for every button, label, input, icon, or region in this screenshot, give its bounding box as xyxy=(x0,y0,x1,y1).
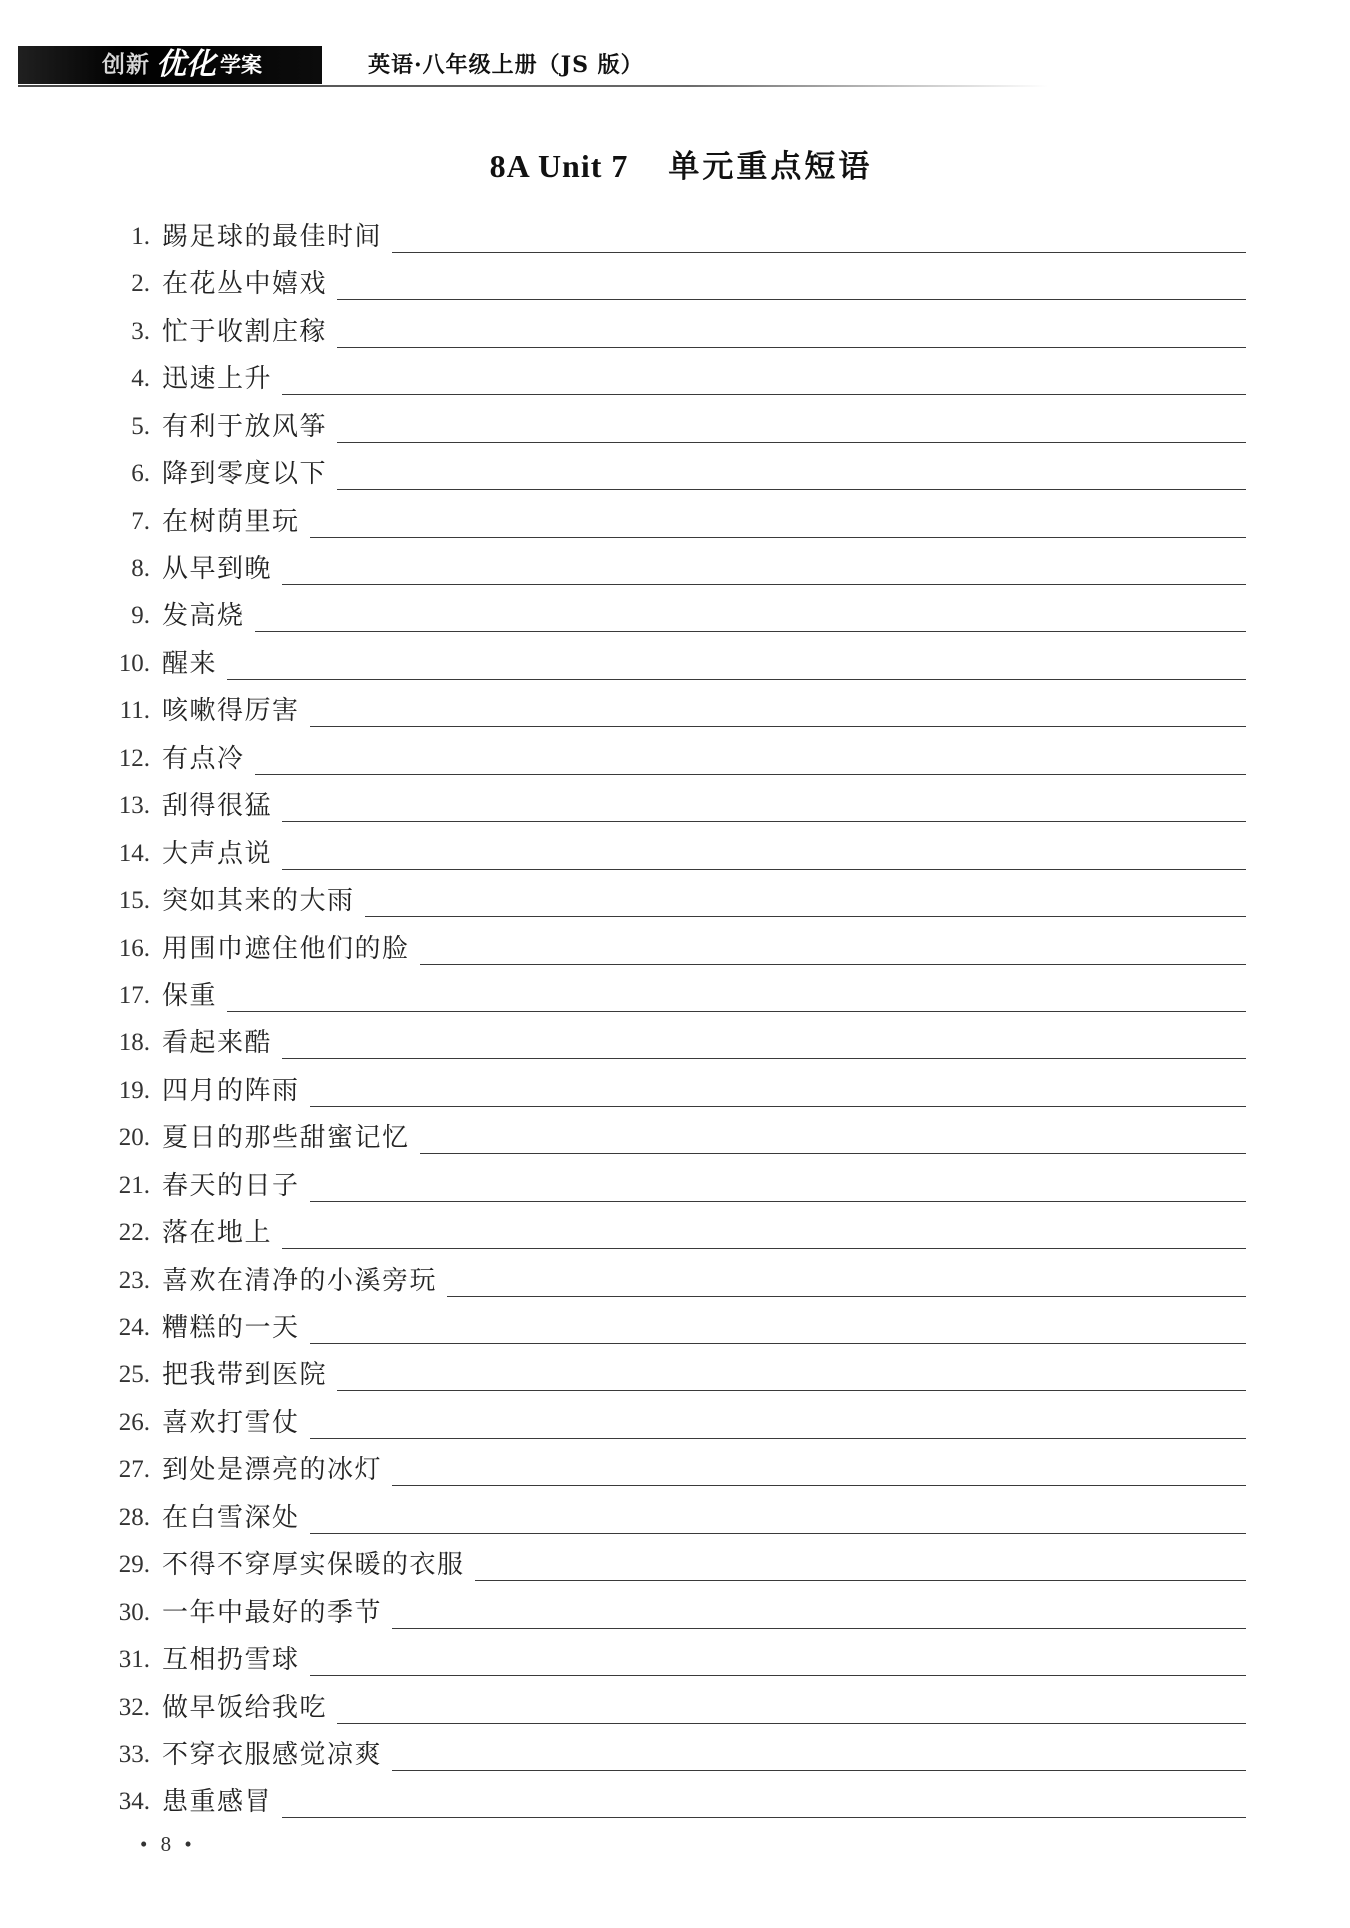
phrase-item xyxy=(80,395,1246,442)
item-text: 看起来酷 xyxy=(162,1028,273,1059)
answer-blank-line xyxy=(282,869,1246,870)
phrase-item xyxy=(80,1486,1246,1533)
answer-blank-line xyxy=(282,1817,1246,1818)
phrase-item xyxy=(80,1012,1246,1059)
phrase-item xyxy=(80,1391,1246,1438)
item-number: 17. xyxy=(118,981,150,1009)
item-text: 互相扔雪球 xyxy=(162,1645,300,1676)
item-number: 25. xyxy=(118,1361,150,1389)
item-text: 糟糕的一天 xyxy=(162,1313,300,1343)
item-number: 7. xyxy=(131,507,150,535)
item-number: 32. xyxy=(118,1693,150,1721)
item-number: 16. xyxy=(118,934,150,962)
item-number: 20. xyxy=(118,1124,150,1152)
answer-blank-line xyxy=(255,774,1246,775)
answer-blank-line xyxy=(337,1723,1246,1724)
brand-logo-part3: 学案 xyxy=(220,53,262,77)
answer-blank-line xyxy=(282,1248,1246,1249)
item-text: 迅速上升 xyxy=(162,364,273,395)
phrase-item xyxy=(80,206,1246,253)
item-number: 8. xyxy=(131,555,150,582)
page-title xyxy=(0,146,1350,192)
item-number: 1. xyxy=(131,222,150,250)
answer-blank-line xyxy=(337,347,1246,348)
phrase-item xyxy=(80,632,1246,679)
item-text: 不穿衣服感觉凉爽 xyxy=(162,1739,383,1770)
phrase-item xyxy=(80,1249,1246,1296)
item-number: 14. xyxy=(118,839,150,867)
phrase-item xyxy=(80,300,1246,347)
brand-logo xyxy=(18,46,322,84)
page-number: • 8 • xyxy=(140,1832,196,1856)
phrase-item xyxy=(80,917,1246,964)
item-number: 18. xyxy=(118,1029,150,1057)
phrase-item xyxy=(80,727,1246,774)
answer-blank-line xyxy=(447,1296,1246,1297)
phrase-item xyxy=(80,490,1246,537)
phrase-item xyxy=(80,538,1246,585)
item-number: 21. xyxy=(118,1171,150,1199)
phrase-item xyxy=(80,822,1246,869)
answer-blank-line xyxy=(337,299,1246,300)
answer-blank-line xyxy=(310,1201,1246,1202)
item-text: 有利于放风筝 xyxy=(162,411,328,442)
answer-blank-line xyxy=(227,1011,1246,1012)
phrase-item xyxy=(80,1297,1246,1344)
answer-blank-line xyxy=(392,252,1246,253)
item-number: 10. xyxy=(118,649,150,677)
phrase-item xyxy=(80,253,1246,300)
answer-blank-line xyxy=(337,442,1246,443)
item-text: 喜欢在清净的小溪旁玩 xyxy=(162,1265,438,1296)
item-text: 保重 xyxy=(162,980,218,1011)
item-number: 23. xyxy=(118,1266,150,1294)
phrase-item xyxy=(80,1154,1246,1201)
phrase-item xyxy=(80,1344,1246,1391)
phrase-item xyxy=(80,1202,1246,1249)
item-number: 3. xyxy=(131,317,150,345)
item-number: 15. xyxy=(118,887,150,915)
phrase-item xyxy=(80,1581,1246,1628)
item-number: 4. xyxy=(131,365,150,393)
phrase-item xyxy=(80,585,1246,632)
phrase-item xyxy=(80,1629,1246,1676)
answer-blank-line xyxy=(310,537,1246,538)
phrase-item xyxy=(80,870,1246,917)
item-text: 夏日的那些甜蜜记忆 xyxy=(162,1123,410,1154)
answer-blank-line xyxy=(420,1153,1246,1154)
item-text: 在树荫里玩 xyxy=(162,506,300,537)
answer-blank-line xyxy=(392,1485,1246,1486)
item-text: 做早饭给我吃 xyxy=(162,1692,328,1723)
phrase-item xyxy=(80,1107,1246,1154)
item-number: 11. xyxy=(119,697,150,725)
phrase-item xyxy=(80,965,1246,1012)
item-number: 28. xyxy=(118,1503,150,1531)
item-text: 不得不穿厚实保暖的衣服 xyxy=(162,1550,465,1581)
answer-blank-line xyxy=(310,1675,1246,1676)
phrase-item xyxy=(80,680,1246,727)
answer-blank-line xyxy=(420,964,1246,965)
phrase-list xyxy=(80,206,1246,1819)
item-text: 喜欢打雪仗 xyxy=(162,1407,300,1438)
phrase-item xyxy=(80,1439,1246,1486)
answer-blank-line xyxy=(282,584,1246,585)
item-number: 6. xyxy=(131,460,150,488)
item-text: 降到零度以下 xyxy=(162,459,328,490)
item-text: 刮得很猛 xyxy=(162,791,273,822)
phrase-item xyxy=(80,1059,1246,1106)
item-number: 19. xyxy=(118,1076,150,1104)
item-number: 13. xyxy=(118,792,150,820)
answer-blank-line xyxy=(392,1770,1246,1771)
header-divider xyxy=(18,85,1048,87)
answer-blank-line xyxy=(227,679,1246,680)
item-text: 四月的阵雨 xyxy=(162,1075,300,1106)
item-number: 24. xyxy=(118,1314,150,1341)
item-number: 34. xyxy=(118,1788,150,1816)
item-number: 27. xyxy=(118,1456,150,1484)
item-text: 忙于收割庄稼 xyxy=(162,316,328,347)
item-text: 大声点说 xyxy=(162,838,273,869)
item-text: 发高烧 xyxy=(162,601,245,632)
answer-blank-line xyxy=(392,1628,1246,1629)
item-text: 春天的日子 xyxy=(162,1170,300,1201)
item-text: 到处是漂亮的冰灯 xyxy=(162,1455,383,1486)
item-text: 有点冷 xyxy=(162,743,245,774)
item-text: 咳嗽得厉害 xyxy=(162,696,300,727)
answer-blank-line xyxy=(337,489,1246,490)
answer-blank-line xyxy=(282,1058,1246,1059)
phrase-item xyxy=(80,775,1246,822)
item-text: 在白雪深处 xyxy=(162,1502,300,1533)
item-number: 31. xyxy=(118,1646,150,1674)
item-number: 2. xyxy=(131,270,150,298)
answer-blank-line xyxy=(337,1390,1246,1391)
answer-blank-line xyxy=(475,1580,1246,1581)
title-unit: 8A Unit 7 xyxy=(489,148,629,184)
item-number: 12. xyxy=(118,744,150,772)
item-text: 在花丛中嬉戏 xyxy=(162,269,328,300)
item-number: 9. xyxy=(131,602,150,630)
item-text: 踢足球的最佳时间 xyxy=(162,221,383,252)
answer-blank-line xyxy=(365,916,1246,917)
item-number: 26. xyxy=(118,1408,150,1436)
item-text: 患重感冒 xyxy=(162,1787,273,1818)
answer-blank-line xyxy=(310,726,1246,727)
phrase-item xyxy=(80,1676,1246,1723)
phrase-item xyxy=(80,1534,1246,1581)
item-number: 29. xyxy=(118,1551,150,1579)
answer-blank-line xyxy=(310,1438,1246,1439)
book-title: 英语·八年级上册（JS 版） xyxy=(368,52,644,78)
phrase-item xyxy=(80,1724,1246,1771)
item-text: 从早到晚 xyxy=(162,554,273,584)
answer-blank-line xyxy=(282,394,1246,395)
item-text: 落在地上 xyxy=(162,1218,273,1249)
answer-blank-line xyxy=(282,821,1246,822)
item-text: 把我带到医院 xyxy=(162,1360,328,1391)
answer-blank-line xyxy=(310,1533,1246,1534)
brand-logo-part2: 优化 xyxy=(156,47,216,82)
item-number: 33. xyxy=(118,1740,150,1768)
item-number: 5. xyxy=(131,412,150,440)
item-number: 30. xyxy=(118,1598,150,1626)
answer-blank-line xyxy=(310,1343,1246,1344)
title-topic: 单元重点短语 xyxy=(668,149,873,185)
item-text: 突如其来的大雨 xyxy=(162,886,355,917)
phrase-item xyxy=(80,1771,1246,1818)
item-text: 醒来 xyxy=(162,648,218,679)
answer-blank-line xyxy=(255,631,1246,632)
item-text: 用围巾遮住他们的脸 xyxy=(162,933,410,964)
phrase-item xyxy=(80,443,1246,490)
item-text: 一年中最好的季节 xyxy=(162,1597,383,1628)
phrase-item xyxy=(80,348,1246,395)
item-number: 22. xyxy=(118,1219,150,1247)
brand-logo-part1: 创新 xyxy=(102,52,150,78)
answer-blank-line xyxy=(310,1106,1246,1107)
